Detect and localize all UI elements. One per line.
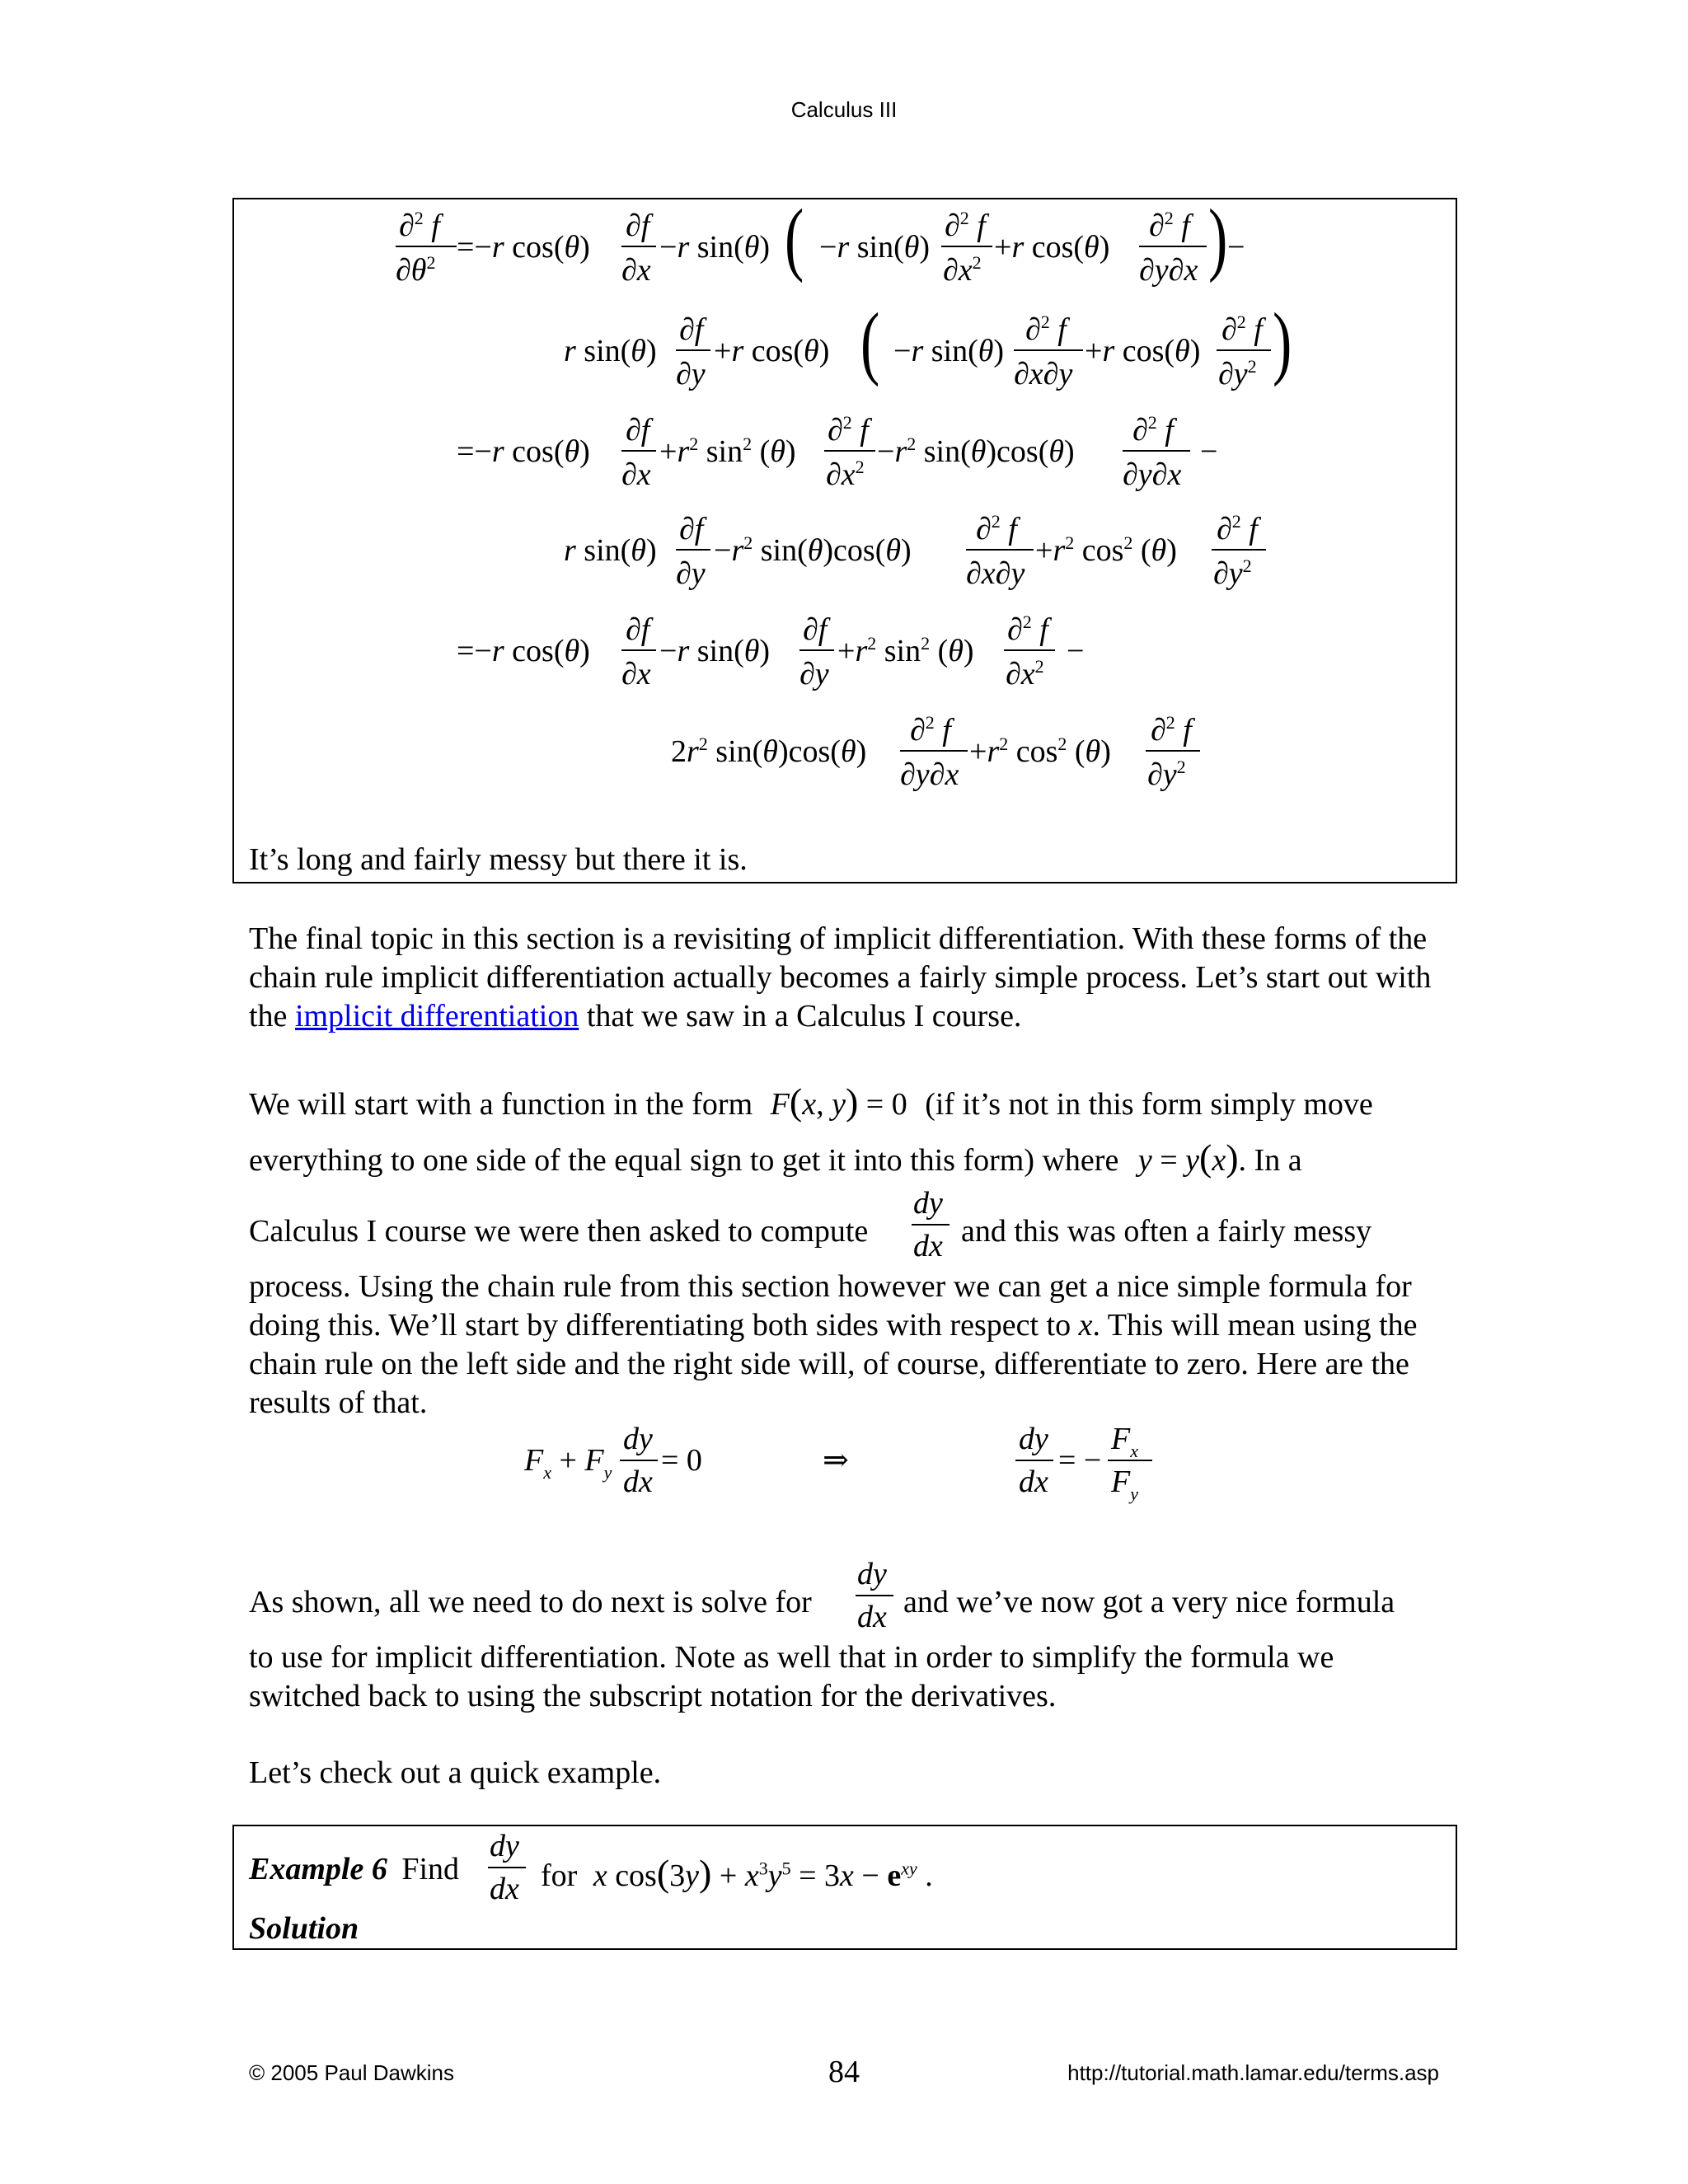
p1-text-a: The final topic in this section is a revisiting of implicit differentiation. With these forms of the chain rule implicit differentiation actually becomes a fairly simple process. Let’s start out with the bbox=[249, 921, 1432, 1033]
p1-text-b: that we saw in a Calculus I course. bbox=[579, 999, 1022, 1033]
svg-text:−: − bbox=[1067, 634, 1085, 668]
page-header: Calculus III bbox=[790, 97, 898, 122]
derivation-closing-text: It’s long and fairly messy but there it is. bbox=[249, 842, 748, 877]
example-equation: for x $\cos(3y) + x^3y^5 = 3x - e^{xy}$ . bbox=[541, 1852, 933, 1894]
svg-text:+r2 cos2 (θ): $+r^2$ $\cos^2 (\theta)$ bbox=[1035, 532, 1177, 568]
fraction-dy-dx-example bbox=[483, 1826, 532, 1905]
svg-text:−: − bbox=[1227, 230, 1245, 265]
p2-rest-var-x: x bbox=[1078, 1308, 1093, 1343]
formula-F-xy-equals-0: F(x, y) = 0 bbox=[770, 1080, 907, 1122]
svg-text:dy: dy bbox=[1019, 1422, 1048, 1456]
svg-text:= 0: = 0 bbox=[661, 1443, 702, 1478]
svg-text:dy: dy bbox=[913, 1186, 943, 1221]
p3-line1-text-a: As shown, all we need to do next is solve for bbox=[249, 1585, 812, 1619]
svg-text:∂2 f: ∂$^2$ f bbox=[1132, 412, 1174, 448]
svg-text:): ) bbox=[1273, 295, 1292, 388]
svg-text:r sin(θ): r sin(θ) bbox=[564, 334, 657, 368]
svg-text:∂x2: $\partial x^2$ bbox=[943, 252, 982, 288]
p2-line3-b bbox=[961, 1213, 1372, 1249]
p2-line1-text-b: (if it’s not in this form simply move bbox=[925, 1087, 1373, 1122]
svg-text:−r2 sin(θ)cos(θ): $-r^2$ sin(θ)cos(θ) bbox=[714, 532, 912, 568]
solution-heading bbox=[249, 1910, 359, 1947]
svg-text:∂f: ∂f bbox=[626, 209, 650, 243]
svg-text:+r cos(θ): +r cos(θ) bbox=[714, 334, 830, 368]
p2-line2-text-b: . In a bbox=[1238, 1143, 1302, 1178]
formula-y-equals-y-of-x: y = y(x) bbox=[1137, 1137, 1239, 1179]
p2-rest-text-b: . This will mean using the chain rule on the left side and the right side will, of course, differentiate to zero. Here are the results of that. bbox=[249, 1308, 1418, 1420]
p4-text: Let’s check out a quick example. bbox=[249, 1755, 662, 1790]
p2-rest bbox=[249, 1268, 1452, 1422]
svg-text:∂2 f: ∂$^2$ f bbox=[945, 208, 986, 243]
svg-text:∂y∂x: ∂y∂x bbox=[900, 757, 959, 792]
svg-text:=−r cos(θ): =−r cos(θ) bbox=[457, 434, 590, 469]
svg-text:∂y: ∂y bbox=[799, 657, 829, 691]
svg-text:dy: dy bbox=[623, 1422, 653, 1456]
svg-text:∂y: ∂y bbox=[676, 357, 706, 391]
fraction-dy-dx-inline-2 bbox=[851, 1554, 900, 1633]
svg-text:dx: dx bbox=[490, 1872, 519, 1905]
derivation-equations bbox=[234, 199, 1456, 826]
svg-text:−: − bbox=[1200, 434, 1218, 469]
svg-text:−r sin(θ): −r sin(θ) bbox=[659, 634, 771, 668]
svg-text:∂2 f: ∂$^2$ f bbox=[1007, 612, 1048, 647]
svg-text:∂2 f: ∂$^2$ f bbox=[1221, 312, 1263, 347]
svg-text:(: ( bbox=[785, 199, 804, 284]
svg-text:∂x: ∂x bbox=[621, 457, 651, 492]
svg-text:dy: dy bbox=[490, 1829, 519, 1863]
p2-line2-text-a: everything to one side of the equal sign to get it into this form) where bbox=[249, 1143, 1119, 1178]
svg-text:∂f: ∂f bbox=[679, 312, 704, 347]
svg-text:∂x: ∂x bbox=[621, 253, 651, 288]
svg-text:Fy: $F_y$ bbox=[1111, 1465, 1138, 1504]
svg-text:+r2 sin2 (θ): $+r^2$ $\sin^2 (\theta)$ bbox=[837, 633, 974, 668]
example-for: for bbox=[541, 1858, 578, 1893]
svg-text:dx: dx bbox=[913, 1229, 943, 1263]
svg-text:∂2 f: ∂$^2$ f bbox=[1149, 208, 1190, 243]
p2-rest-text-a: process. Using the chain rule from this section however we can get a nice simple formula for doing this. We’ll start by differentiating both sides with respect to bbox=[249, 1269, 1412, 1343]
svg-text:−r2 sin(θ)cos(θ): $-r^2$ sin(θ)cos(θ) bbox=[877, 434, 1075, 469]
svg-text:∂y∂x: ∂y∂x bbox=[1139, 253, 1198, 288]
svg-text:Fx: $F_x$ bbox=[1111, 1422, 1138, 1461]
implicit-differentiation-link[interactable]: implicit differentiation bbox=[294, 999, 579, 1033]
svg-text:∂x: ∂x bbox=[621, 657, 651, 691]
svg-text:−r sin(θ): −r sin(θ) bbox=[893, 334, 1005, 368]
svg-text:∂y2: $\partial y^2$ bbox=[1218, 356, 1257, 391]
footer-copyright: © 2005 Paul Dawkins bbox=[249, 2060, 454, 2085]
example-label: Example 6 bbox=[249, 1852, 387, 1886]
svg-text:dy: dy bbox=[857, 1557, 887, 1591]
svg-text:∂f: ∂f bbox=[626, 413, 650, 448]
svg-text:∂2 f: ∂$^2$ f bbox=[828, 412, 869, 448]
svg-text:∂2 f: ∂$^2$ f bbox=[1151, 712, 1192, 748]
svg-text:∂f: ∂f bbox=[803, 612, 828, 647]
svg-text:dx: dx bbox=[623, 1465, 653, 1499]
svg-text:(: ( bbox=[860, 295, 880, 388]
svg-text:∂2 f: ∂$^2$ f bbox=[976, 511, 1017, 546]
svg-text:∂y: ∂y bbox=[676, 556, 706, 591]
svg-text:∂2 f: ∂$^2$ f bbox=[1217, 511, 1258, 546]
derivation-box bbox=[232, 198, 1457, 883]
svg-text:∂f: ∂f bbox=[626, 612, 650, 647]
svg-text:r sin(θ): r sin(θ) bbox=[564, 533, 657, 568]
svg-text:∂f: ∂f bbox=[679, 512, 704, 546]
svg-text:+r2 sin2 (θ): $+r^2$ $\sin^2 (\theta)$ bbox=[659, 434, 796, 469]
svg-text:∂θ2: $\partial\theta^2$ bbox=[396, 252, 436, 288]
svg-text:+r cos(θ): +r cos(θ) bbox=[1085, 334, 1201, 368]
svg-text:∂y∂x: ∂y∂x bbox=[1123, 457, 1182, 492]
svg-text:∂x∂y: ∂x∂y bbox=[1014, 357, 1073, 391]
svg-text:−r sin(θ): −r sin(θ) bbox=[819, 230, 931, 265]
svg-text:∂x2: $\partial x^2$ bbox=[1006, 656, 1044, 691]
svg-text:∂x2: $\partial x^2$ bbox=[826, 457, 865, 492]
svg-text:dx: dx bbox=[857, 1600, 887, 1633]
svg-text:⇒: ⇒ bbox=[823, 1443, 849, 1478]
p2-line1 bbox=[249, 1080, 1452, 1121]
svg-text:∂x∂y: ∂x∂y bbox=[966, 556, 1025, 591]
svg-text:= −: = − bbox=[1058, 1443, 1102, 1478]
svg-text:−r sin(θ): −r sin(θ) bbox=[659, 230, 771, 265]
svg-text:+r2 cos2 (θ): $+r^2$ $\cos^2 (\theta)$ bbox=[969, 733, 1111, 769]
p2-line3-text-b: and this was often a fairly messy bbox=[961, 1214, 1372, 1249]
implicit-differentiation-formula bbox=[495, 1416, 1484, 1507]
svg-text:dx: dx bbox=[1019, 1465, 1048, 1499]
p3-line1 bbox=[249, 1584, 812, 1620]
svg-text:=−r cos(θ): =−r cos(θ) bbox=[457, 634, 590, 668]
svg-text:∂y2: $\partial y^2$ bbox=[1147, 757, 1186, 792]
p2-line2 bbox=[249, 1136, 1452, 1177]
svg-text:∂2 f: ∂$^2$ f bbox=[399, 208, 440, 243]
svg-text:∂2 f: ∂$^2$ f bbox=[1025, 312, 1067, 347]
svg-text:): ) bbox=[1208, 199, 1228, 284]
p2-line1-text-a: We will start with a function in the form bbox=[249, 1087, 753, 1122]
svg-text:Fx + Fy: $F_x + F_y$ bbox=[524, 1443, 612, 1483]
paragraph-implicit-intro bbox=[249, 920, 1452, 1036]
footer-url: http://tutorial.math.lamar.edu/terms.asp bbox=[1067, 2060, 1439, 2085]
example-box bbox=[232, 1825, 1457, 1950]
p3-line1-text-b: and we’ve now got a very nice formula bbox=[903, 1585, 1395, 1619]
example-find: Find bbox=[401, 1852, 460, 1886]
p2-line3-text-a: Calculus I course we were then asked to compute bbox=[249, 1214, 869, 1249]
page-number: 84 bbox=[828, 2055, 860, 2089]
svg-text:2r2 sin(θ)cos(θ): $2r^2$ sin(θ)cos(θ) bbox=[671, 733, 867, 769]
svg-text:∂2 f: ∂$^2$ f bbox=[910, 712, 951, 748]
svg-text:+r cos(θ): +r cos(θ) bbox=[994, 230, 1110, 265]
solution-label: Solution bbox=[249, 1911, 359, 1946]
fraction-dy-dx-inline-1 bbox=[907, 1183, 956, 1263]
p3-line1-b bbox=[903, 1584, 1395, 1620]
example-heading bbox=[249, 1851, 459, 1887]
p3-rest: to use for implicit differentiation. Note as well that in order to simplify the formula we switched back to using the subscript notation for the derivatives. bbox=[249, 1640, 1334, 1713]
svg-text:=−r cos(θ): =−r cos(θ) bbox=[457, 230, 590, 265]
svg-text:∂y2: $\partial y^2$ bbox=[1213, 555, 1252, 591]
